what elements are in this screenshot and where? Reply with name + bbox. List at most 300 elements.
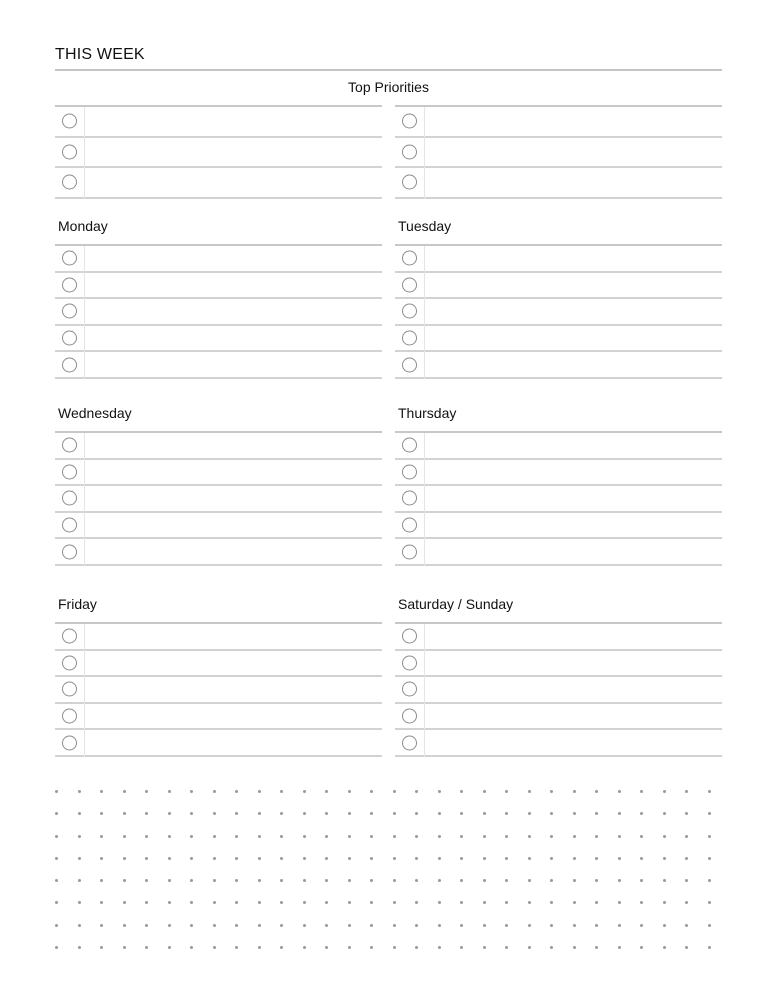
task-entry[interactable] xyxy=(86,352,382,377)
checkbox-circle-icon[interactable] xyxy=(62,175,77,190)
grid-dot xyxy=(618,901,621,904)
day-heading: Monday xyxy=(58,218,108,234)
checkbox-circle-icon[interactable] xyxy=(62,682,77,697)
task-entry[interactable] xyxy=(86,651,382,676)
margin-divider xyxy=(84,246,85,273)
grid-dot xyxy=(573,901,576,904)
grid-dot xyxy=(55,835,58,838)
grid-dot xyxy=(78,901,81,904)
grid-dot xyxy=(235,790,238,793)
grid-dot xyxy=(190,812,193,815)
checkbox-circle-icon[interactable] xyxy=(402,144,417,159)
grid-dot xyxy=(415,924,418,927)
grid-dot xyxy=(550,835,553,838)
task-row xyxy=(55,677,382,704)
grid-dot xyxy=(685,835,688,838)
margin-divider xyxy=(84,539,85,566)
grid-dot xyxy=(438,812,441,815)
margin-divider xyxy=(424,352,425,379)
grid-dot xyxy=(235,857,238,860)
task-entry[interactable] xyxy=(426,352,722,377)
task-entry[interactable] xyxy=(86,513,382,538)
checkbox-circle-icon[interactable] xyxy=(62,251,77,266)
task-row xyxy=(55,651,382,678)
task-entry[interactable] xyxy=(86,677,382,702)
grid-dot xyxy=(640,946,643,949)
task-entry[interactable] xyxy=(86,539,382,564)
grid-dot xyxy=(235,924,238,927)
task-row xyxy=(395,486,722,513)
grid-dot xyxy=(235,835,238,838)
task-entry[interactable] xyxy=(426,677,722,702)
grid-dot xyxy=(235,901,238,904)
grid-dot xyxy=(348,812,351,815)
grid-dot xyxy=(78,879,81,882)
grid-dot xyxy=(348,879,351,882)
grid-dot xyxy=(415,946,418,949)
grid-dot xyxy=(640,835,643,838)
task-entry[interactable] xyxy=(86,273,382,298)
checkbox-circle-icon[interactable] xyxy=(402,304,417,319)
margin-divider xyxy=(84,624,85,651)
grid-dot xyxy=(393,924,396,927)
task-entry[interactable] xyxy=(426,486,722,511)
grid-dot xyxy=(280,835,283,838)
grid-dot xyxy=(595,901,598,904)
task-row xyxy=(55,433,382,460)
grid-dot xyxy=(123,901,126,904)
task-row xyxy=(395,460,722,487)
grid-dot xyxy=(595,790,598,793)
grid-dot xyxy=(370,879,373,882)
checkbox-circle-icon[interactable] xyxy=(402,491,417,506)
grid-dot xyxy=(393,879,396,882)
margin-divider xyxy=(424,138,425,169)
grid-dot xyxy=(415,879,418,882)
priority-entry[interactable] xyxy=(86,168,382,197)
grid-dot xyxy=(78,924,81,927)
grid-dot xyxy=(393,946,396,949)
task-row xyxy=(55,730,382,757)
checkbox-circle-icon[interactable] xyxy=(62,277,77,292)
task-entry[interactable] xyxy=(426,299,722,324)
checkbox-circle-icon[interactable] xyxy=(62,304,77,319)
grid-dot xyxy=(415,790,418,793)
task-row xyxy=(395,299,722,326)
grid-dot xyxy=(393,901,396,904)
grid-dot xyxy=(190,835,193,838)
grid-dot xyxy=(145,790,148,793)
task-entry[interactable] xyxy=(86,246,382,271)
grid-dot xyxy=(280,790,283,793)
priority-item xyxy=(55,138,382,169)
grid-dot xyxy=(663,879,666,882)
margin-divider xyxy=(84,138,85,169)
grid-dot xyxy=(505,879,508,882)
checkbox-circle-icon[interactable] xyxy=(402,277,417,292)
checkbox-circle-icon[interactable] xyxy=(62,544,77,559)
grid-dot xyxy=(460,924,463,927)
grid-dot xyxy=(213,790,216,793)
task-row xyxy=(55,460,382,487)
checkbox-circle-icon[interactable] xyxy=(62,357,77,372)
margin-divider xyxy=(84,486,85,513)
grid-dot xyxy=(528,901,531,904)
grid-dot xyxy=(55,924,58,927)
grid-dot xyxy=(303,879,306,882)
task-entry[interactable] xyxy=(426,539,722,564)
grid-dot xyxy=(460,835,463,838)
task-row xyxy=(55,273,382,300)
grid-dot xyxy=(528,790,531,793)
checkbox-circle-icon[interactable] xyxy=(62,114,77,129)
grid-dot xyxy=(550,946,553,949)
grid-dot xyxy=(640,857,643,860)
grid-dot xyxy=(280,946,283,949)
checkbox-circle-icon[interactable] xyxy=(402,464,417,479)
grid-dot xyxy=(708,835,711,838)
grid-dot xyxy=(303,812,306,815)
checkbox-circle-icon[interactable] xyxy=(62,491,77,506)
grid-dot xyxy=(325,879,328,882)
grid-dot xyxy=(78,946,81,949)
grid-dot xyxy=(505,790,508,793)
grid-dot xyxy=(618,946,621,949)
grid-dot xyxy=(438,835,441,838)
day-task-list xyxy=(55,622,382,757)
task-row xyxy=(55,299,382,326)
grid-dot xyxy=(123,790,126,793)
grid-dot xyxy=(393,790,396,793)
grid-dot xyxy=(550,857,553,860)
grid-dot xyxy=(123,879,126,882)
grid-dot xyxy=(528,812,531,815)
grid-dot xyxy=(235,879,238,882)
margin-divider xyxy=(84,704,85,731)
grid-dot xyxy=(348,790,351,793)
grid-dot xyxy=(280,924,283,927)
task-row xyxy=(395,677,722,704)
grid-dot xyxy=(573,835,576,838)
task-row xyxy=(395,704,722,731)
checkbox-circle-icon[interactable] xyxy=(62,144,77,159)
grid-dot xyxy=(618,857,621,860)
grid-dot xyxy=(438,790,441,793)
grid-dot xyxy=(78,857,81,860)
grid-dot xyxy=(438,901,441,904)
grid-dot xyxy=(258,924,261,927)
grid-dot xyxy=(280,879,283,882)
task-entry[interactable] xyxy=(426,460,722,485)
checkbox-circle-icon[interactable] xyxy=(402,251,417,266)
grid-dot xyxy=(483,946,486,949)
task-entry[interactable] xyxy=(86,326,382,351)
checkbox-circle-icon[interactable] xyxy=(402,357,417,372)
grid-dot xyxy=(415,812,418,815)
grid-dot xyxy=(303,946,306,949)
margin-divider xyxy=(84,352,85,379)
checkbox-circle-icon[interactable] xyxy=(62,709,77,724)
priorities-heading: Top Priorities xyxy=(348,79,429,95)
priority-entry[interactable] xyxy=(426,107,722,136)
grid-dot xyxy=(280,901,283,904)
priority-entry[interactable] xyxy=(426,138,722,167)
grid-dot xyxy=(685,812,688,815)
grid-dot xyxy=(393,835,396,838)
margin-divider xyxy=(424,730,425,757)
grid-dot xyxy=(595,879,598,882)
margin-divider xyxy=(424,651,425,678)
grid-dot xyxy=(78,835,81,838)
grid-dot xyxy=(303,857,306,860)
task-row xyxy=(395,433,722,460)
margin-divider xyxy=(84,326,85,353)
grid-dot xyxy=(123,946,126,949)
grid-dot xyxy=(370,924,373,927)
grid-dot xyxy=(213,835,216,838)
grid-dot xyxy=(303,901,306,904)
margin-divider xyxy=(424,107,425,138)
checkbox-circle-icon[interactable] xyxy=(62,518,77,533)
grid-dot xyxy=(370,946,373,949)
day-heading: Friday xyxy=(58,596,97,612)
grid-dot xyxy=(190,857,193,860)
grid-dot xyxy=(528,946,531,949)
grid-dot xyxy=(325,812,328,815)
grid-dot xyxy=(505,835,508,838)
grid-dot xyxy=(145,835,148,838)
checkbox-circle-icon[interactable] xyxy=(402,518,417,533)
checkbox-circle-icon[interactable] xyxy=(62,655,77,670)
grid-dot xyxy=(483,879,486,882)
margin-divider xyxy=(84,433,85,460)
grid-dot xyxy=(370,790,373,793)
checkbox-circle-icon[interactable] xyxy=(62,629,77,644)
margin-divider xyxy=(424,460,425,487)
checkbox-circle-icon[interactable] xyxy=(402,709,417,724)
grid-dot xyxy=(100,924,103,927)
task-entry[interactable] xyxy=(426,704,722,729)
grid-dot xyxy=(460,901,463,904)
grid-dot xyxy=(708,879,711,882)
checkbox-circle-icon[interactable] xyxy=(62,735,77,750)
grid-dot xyxy=(100,901,103,904)
grid-dot xyxy=(460,790,463,793)
grid-dot xyxy=(190,924,193,927)
grid-dot xyxy=(168,835,171,838)
task-entry[interactable] xyxy=(86,730,382,755)
grid-dot xyxy=(325,924,328,927)
checkbox-circle-icon[interactable] xyxy=(402,629,417,644)
margin-divider xyxy=(84,107,85,138)
grid-dot xyxy=(663,946,666,949)
grid-dot xyxy=(370,835,373,838)
day-task-list xyxy=(55,244,382,379)
grid-dot xyxy=(663,790,666,793)
task-entry[interactable] xyxy=(86,433,382,458)
checkbox-circle-icon[interactable] xyxy=(402,331,417,346)
grid-dot xyxy=(145,901,148,904)
grid-dot xyxy=(505,946,508,949)
margin-divider xyxy=(84,273,85,300)
task-entry[interactable] xyxy=(426,326,722,351)
task-entry[interactable] xyxy=(426,624,722,649)
checkbox-circle-icon[interactable] xyxy=(402,682,417,697)
task-entry[interactable] xyxy=(426,513,722,538)
day-heading: Saturday / Sunday xyxy=(398,596,514,612)
priority-entry[interactable] xyxy=(86,138,382,167)
priorities-right-list xyxy=(395,105,722,199)
task-entry[interactable] xyxy=(86,486,382,511)
grid-dot xyxy=(100,879,103,882)
priority-item xyxy=(395,138,722,169)
grid-dot xyxy=(258,879,261,882)
grid-dot xyxy=(145,924,148,927)
checkbox-circle-icon[interactable] xyxy=(402,735,417,750)
checkbox-circle-icon[interactable] xyxy=(62,438,77,453)
task-row xyxy=(395,352,722,379)
grid-dot xyxy=(393,812,396,815)
grid-dot xyxy=(528,835,531,838)
grid-dot xyxy=(348,924,351,927)
task-row xyxy=(395,624,722,651)
grid-dot xyxy=(640,790,643,793)
margin-divider xyxy=(424,677,425,704)
margin-divider xyxy=(424,539,425,566)
task-entry[interactable] xyxy=(426,730,722,755)
task-entry[interactable] xyxy=(426,651,722,676)
task-row xyxy=(55,704,382,731)
task-row xyxy=(395,273,722,300)
grid-dot xyxy=(55,901,58,904)
grid-dot xyxy=(100,946,103,949)
grid-dot xyxy=(55,857,58,860)
grid-dot xyxy=(708,924,711,927)
priority-item xyxy=(55,107,382,138)
grid-dot xyxy=(550,879,553,882)
grid-dot xyxy=(438,879,441,882)
task-entry[interactable] xyxy=(86,624,382,649)
task-row xyxy=(55,513,382,540)
task-row xyxy=(55,486,382,513)
grid-dot xyxy=(145,812,148,815)
grid-dot xyxy=(415,857,418,860)
grid-dot xyxy=(348,857,351,860)
grid-dot xyxy=(100,812,103,815)
grid-dot xyxy=(618,879,621,882)
grid-dot xyxy=(505,857,508,860)
grid-dot xyxy=(213,812,216,815)
grid-dot xyxy=(685,879,688,882)
grid-dot xyxy=(618,924,621,927)
checkbox-circle-icon[interactable] xyxy=(402,175,417,190)
grid-dot xyxy=(325,790,328,793)
checkbox-circle-icon[interactable] xyxy=(402,544,417,559)
grid-dot xyxy=(190,901,193,904)
grid-dot xyxy=(595,812,598,815)
margin-divider xyxy=(424,624,425,651)
grid-dot xyxy=(663,857,666,860)
grid-dot xyxy=(550,812,553,815)
grid-dot xyxy=(258,790,261,793)
grid-dot xyxy=(55,790,58,793)
task-entry[interactable] xyxy=(86,299,382,324)
checkbox-circle-icon[interactable] xyxy=(402,655,417,670)
grid-dot xyxy=(370,812,373,815)
margin-divider xyxy=(424,704,425,731)
grid-dot xyxy=(595,857,598,860)
checkbox-circle-icon[interactable] xyxy=(402,438,417,453)
grid-dot xyxy=(438,924,441,927)
grid-dot xyxy=(685,901,688,904)
priority-entry[interactable] xyxy=(426,168,722,197)
grid-dot xyxy=(325,901,328,904)
day-task-list xyxy=(55,431,382,566)
checkbox-circle-icon[interactable] xyxy=(402,114,417,129)
margin-divider xyxy=(424,486,425,513)
task-entry[interactable] xyxy=(86,460,382,485)
grid-dot xyxy=(55,879,58,882)
grid-dot xyxy=(123,857,126,860)
task-entry[interactable] xyxy=(426,246,722,271)
task-entry[interactable] xyxy=(426,273,722,298)
grid-dot xyxy=(303,835,306,838)
grid-dot xyxy=(78,812,81,815)
grid-dot xyxy=(550,901,553,904)
grid-dot xyxy=(708,857,711,860)
grid-dot xyxy=(303,790,306,793)
grid-dot xyxy=(100,857,103,860)
grid-dot xyxy=(258,857,261,860)
grid-dot xyxy=(550,924,553,927)
grid-dot xyxy=(438,946,441,949)
day-task-list xyxy=(395,244,722,379)
grid-dot xyxy=(573,790,576,793)
grid-dot xyxy=(483,901,486,904)
grid-dot xyxy=(595,835,598,838)
margin-divider xyxy=(424,433,425,460)
grid-dot xyxy=(235,946,238,949)
checkbox-circle-icon[interactable] xyxy=(62,464,77,479)
grid-dot xyxy=(573,812,576,815)
priority-entry[interactable] xyxy=(86,107,382,136)
task-entry[interactable] xyxy=(86,704,382,729)
grid-dot xyxy=(595,946,598,949)
margin-divider xyxy=(424,299,425,326)
grid-dot xyxy=(685,857,688,860)
grid-dot xyxy=(595,924,598,927)
task-row xyxy=(395,246,722,273)
grid-dot xyxy=(685,790,688,793)
grid-dot xyxy=(663,835,666,838)
grid-dot xyxy=(325,946,328,949)
grid-dot xyxy=(505,924,508,927)
grid-dot xyxy=(258,901,261,904)
grid-dot xyxy=(483,835,486,838)
grid-dot xyxy=(123,835,126,838)
grid-dot xyxy=(168,812,171,815)
margin-divider xyxy=(84,677,85,704)
task-entry[interactable] xyxy=(426,433,722,458)
grid-dot xyxy=(325,857,328,860)
grid-dot xyxy=(528,879,531,882)
grid-dot xyxy=(640,901,643,904)
task-row xyxy=(55,539,382,566)
grid-dot xyxy=(483,790,486,793)
grid-dot xyxy=(78,790,81,793)
grid-dot xyxy=(168,946,171,949)
checkbox-circle-icon[interactable] xyxy=(62,331,77,346)
